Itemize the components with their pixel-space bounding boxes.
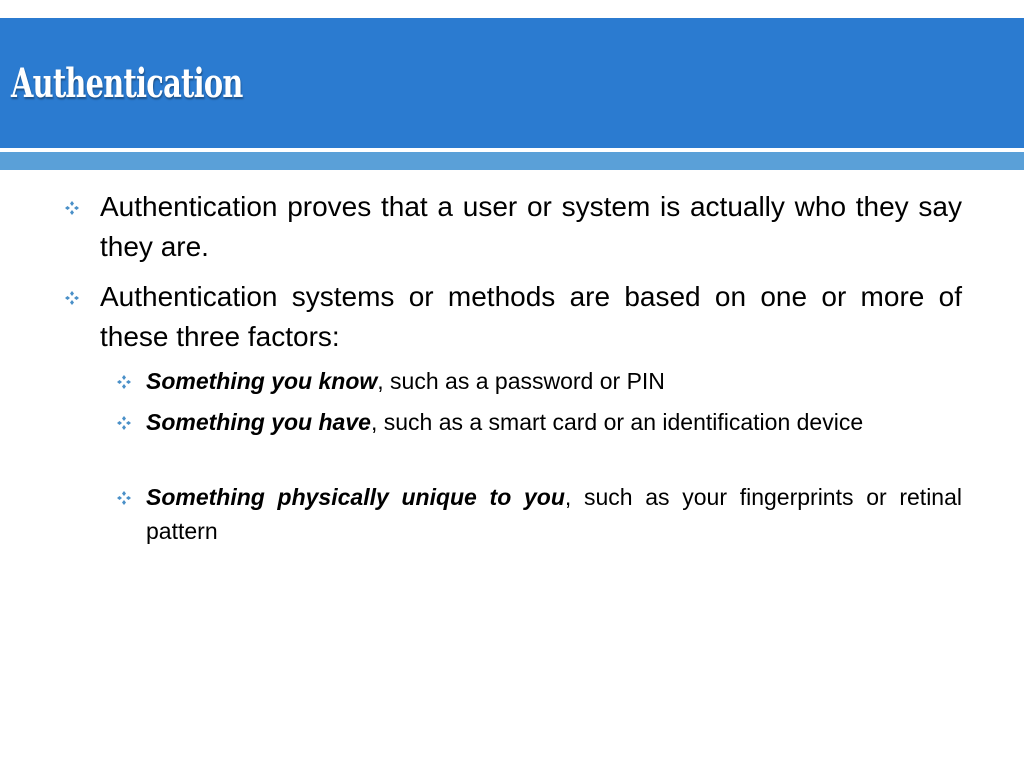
- four-diamond-bullet-icon: [116, 490, 132, 506]
- factor-emphasis: Something physically unique to you: [146, 484, 565, 510]
- four-diamond-bullet-icon: [64, 290, 80, 306]
- sub-bullet-item: [146, 480, 962, 548]
- factor-emphasis: Something you know: [146, 368, 378, 394]
- factor-description: , such as your fingerprints or retinal pattern: [146, 484, 962, 544]
- four-diamond-bullet-icon: [64, 200, 80, 216]
- four-diamond-bullet-icon: [116, 415, 132, 431]
- four-diamond-bullet-icon: [116, 374, 132, 390]
- sub-bullet-item: [146, 405, 962, 439]
- factor-description: , such as a password or PIN: [377, 368, 665, 394]
- factor-emphasis: Something you have: [146, 409, 371, 435]
- bullet-item: Authentication systems or methods are based on one or more of these three factors:: [100, 281, 962, 352]
- factor-description: , such as a smart card or an identification device: [370, 409, 864, 435]
- bullet-item: Authentication proves that a user or system is actually who they say they are.: [100, 191, 962, 262]
- sub-bullet-item: [146, 364, 962, 398]
- slide-title: Authentication: [11, 60, 243, 107]
